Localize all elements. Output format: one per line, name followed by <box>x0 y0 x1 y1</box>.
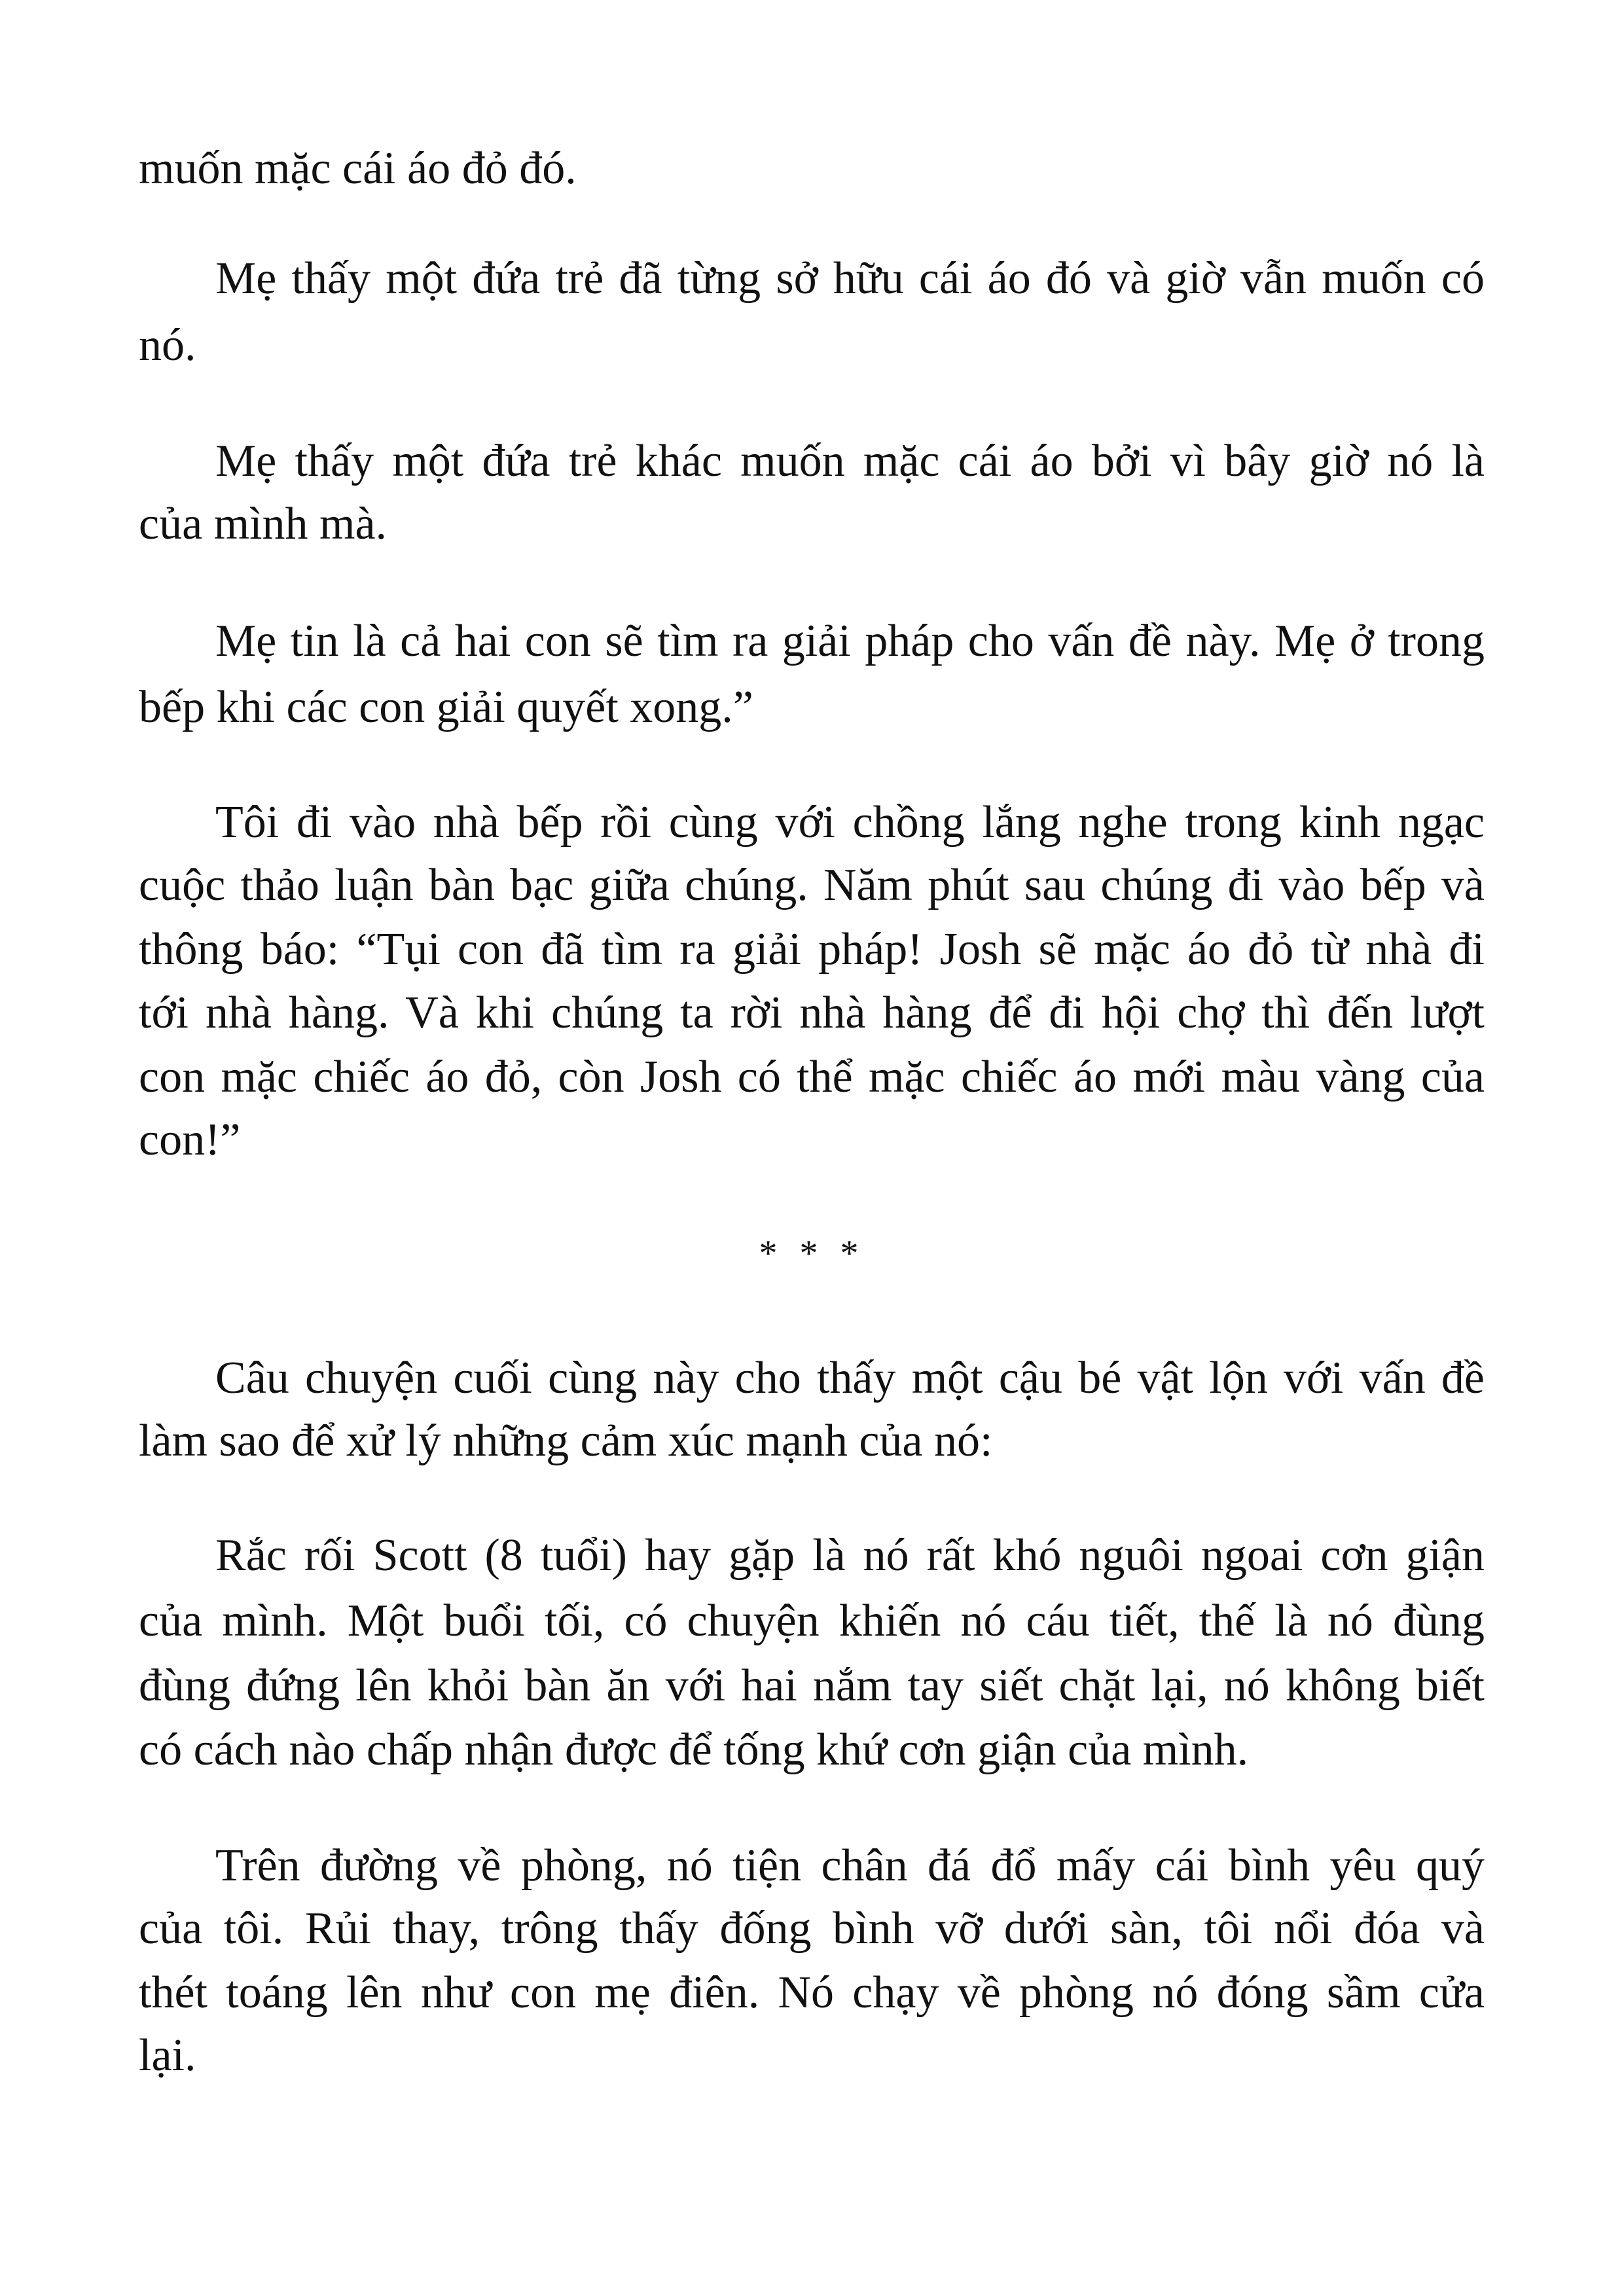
text-line: của tôi. Rủi thay, trông thấy đống bình vỡ dưới sàn, tôi nổi đóa và <box>139 1903 1485 1954</box>
text-line: Tôi đi vào nhà bếp rồi cùng với chồng lắng nghe trong kinh ngạc <box>215 797 1485 848</box>
text-line: cuộc thảo luận bàn bạc giữa chúng. Năm phút sau chúng đi vào bếp và <box>139 860 1485 910</box>
text-line: lại. <box>139 2030 196 2081</box>
text-line: Rắc rối Scott (8 tuổi) hay gặp là nó rất khó nguôi ngoai cơn giận <box>215 1530 1485 1581</box>
text-line: của mình mà. <box>139 499 388 549</box>
text-line: Mẹ thấy một đứa trẻ khác muốn mặc cái áo bởi vì bây giờ nó là <box>215 436 1485 486</box>
text-line: nó. <box>139 320 196 370</box>
text-line: muốn mặc cái áo đỏ đó. <box>139 143 577 194</box>
text-line: Trên đường về phòng, nó tiện chân đá đổ mấy cái bình yêu quý <box>215 1840 1485 1891</box>
text-line: tới nhà hàng. Và khi chúng ta rời nhà hàng để đi hội chợ thì đến lượt <box>139 988 1485 1038</box>
text-line: con!” <box>139 1115 241 1165</box>
text-line: bếp khi các con giải quyết xong.” <box>139 682 753 732</box>
text-line: con mặc chiếc áo đỏ, còn Josh có thể mặc chiếc áo mới màu vàng của <box>139 1052 1485 1102</box>
text-line: Câu chuyện cuối cùng này cho thấy một cậu bé vật lộn với vấn đề <box>215 1353 1485 1403</box>
text-line: thét toáng lên như con mẹ điên. Nó chạy về phòng nó đóng sầm cửa <box>139 1967 1485 2018</box>
text-line: của mình. Một buổi tối, có chuyện khiến nó cáu tiết, thế là nó đùng <box>139 1596 1485 1646</box>
text-line: đùng đứng lên khỏi bàn ăn với hai nắm tay siết chặt lại, nó không biết <box>139 1660 1485 1711</box>
text-line: Mẹ tin là cả hai con sẽ tìm ra giải pháp cho vấn đề này. Mẹ ở trong <box>215 616 1485 666</box>
text-line: làm sao để xử lý những cảm xúc mạnh của nó: <box>139 1416 993 1466</box>
text-line: thông báo: “Tụi con đã tìm ra giải pháp! Josh sẽ mặc áo đỏ từ nhà đi <box>139 924 1485 975</box>
text-line: có cách nào chấp nhận được để tống khứ cơn giận của mình. <box>139 1725 1249 1775</box>
section-break: * * * <box>759 1233 865 1274</box>
text-line: Mẹ thấy một đứa trẻ đã từng sở hữu cái áo đó và giờ vẫn muốn có <box>215 253 1485 304</box>
